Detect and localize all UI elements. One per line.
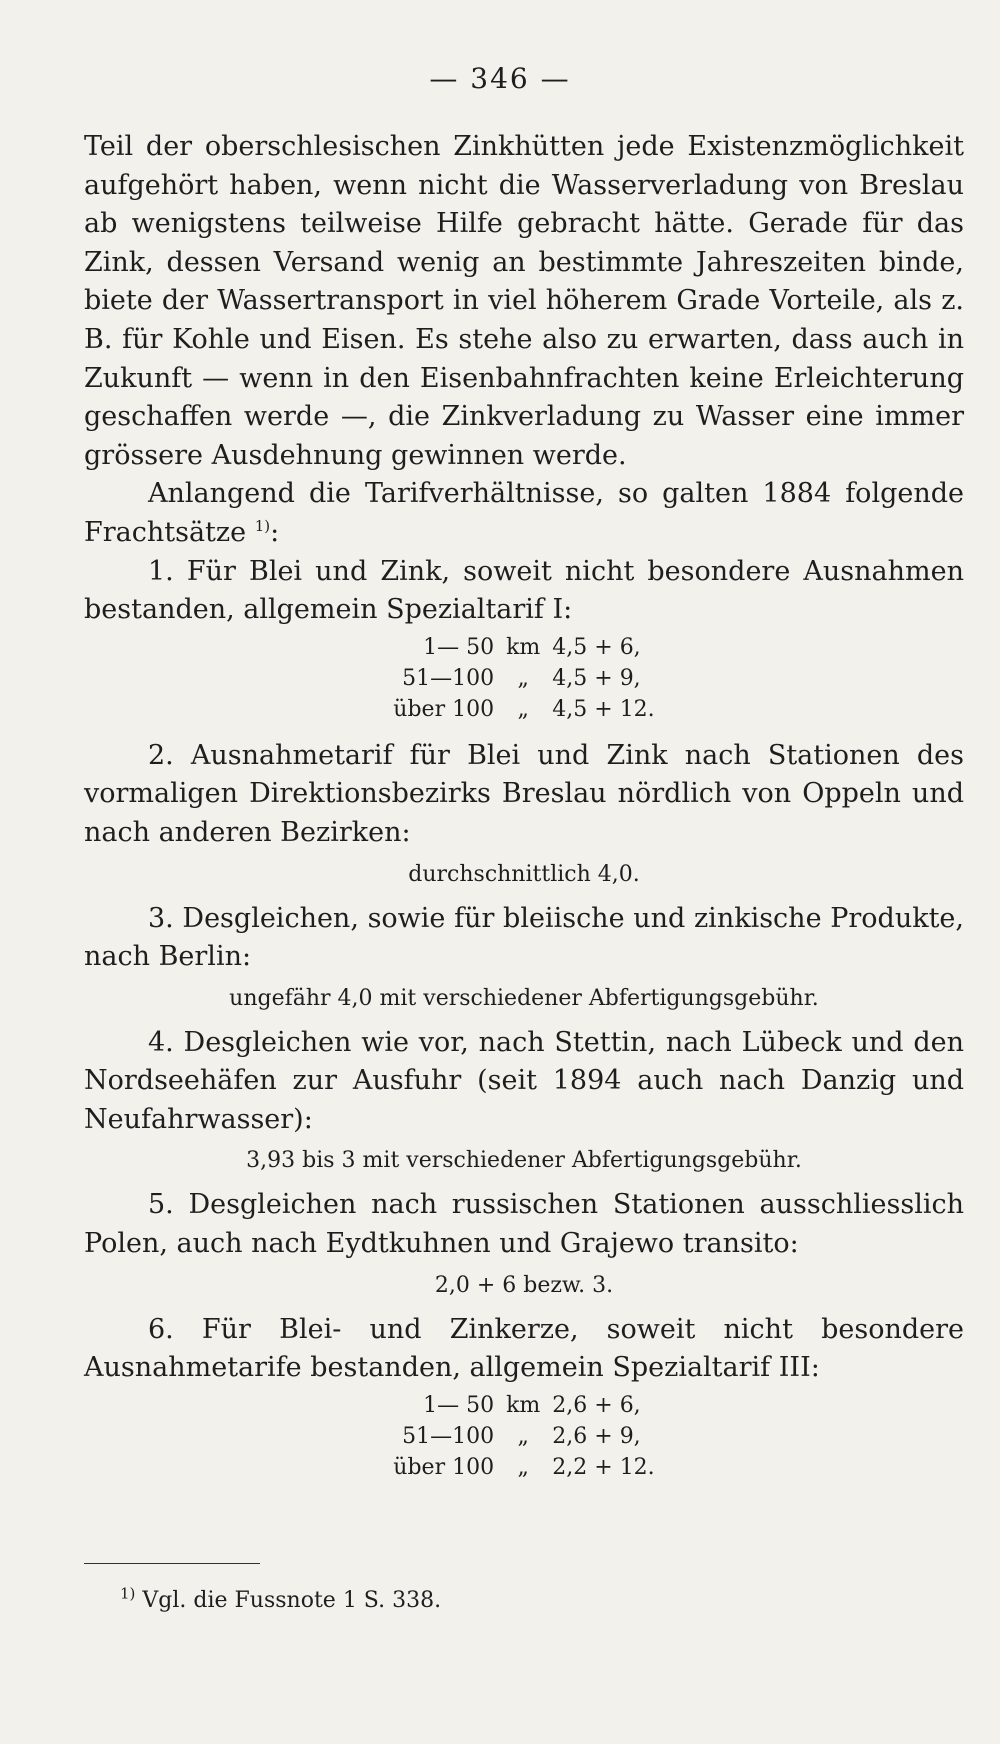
rate-row: [387, 1421, 660, 1452]
rate-value: 2,2 + 12.: [552, 1454, 655, 1480]
tariff-item-4: 4. Desgleichen wie vor, nach Stettin, nach Lübeck und den Nordseehäfen zur Ausfuhr (seit 1894 auch nach Danzig und Neufahrwasser):: [84, 1026, 964, 1135]
paragraph-tariffs: [84, 475, 964, 552]
rate-value: 4,5 + 9,: [552, 665, 641, 691]
rate-row: [387, 632, 660, 663]
rate-row: [387, 663, 660, 694]
rate-unit: km: [506, 1392, 541, 1418]
rate-row: [387, 1452, 660, 1483]
rate-value: 4,5 + 12.: [552, 696, 655, 722]
rate-row: [387, 1390, 660, 1421]
tariff-item-4-rate: 3,93 bis 3 mit verschiedener Abfertigungsgebühr.: [246, 1148, 802, 1174]
rate-value: 4,5 + 6,: [552, 634, 641, 660]
rate-distance: über 100: [393, 696, 495, 722]
rate-value: 2,6 + 9,: [552, 1423, 641, 1449]
footnote-marker: 1): [254, 516, 271, 535]
rate-row: [387, 694, 660, 725]
page-number: — 346 —: [429, 62, 571, 95]
body-text: [84, 128, 964, 1495]
paragraph-intro: Teil der oberschlesischen Zinkhütten jede Existenzmöglichkeit aufgehört haben, wenn nicht die Wasserverladung von Breslau ab wenigstens teilweise Hilfe gebracht hätte. Gerade für das Zink, dessen Versand wenig an bestimmte Jahreszeiten binde, biete der Wassertransport in viel höherem Grade Vorteile, als z. B. für Kohle und Eisen. Es stehe also zu erwarten, dass auch in Zukunft — wenn in den Eisenbahnfrachten keine Erleichterung geschaffen werde —, die Zinkverladung zu Wasser eine immer grössere Ausdehnung gewinnen werde.: [84, 131, 964, 471]
tariff-item-6: 6. Für Blei- und Zinkerze, soweit nicht besondere Ausnahmetarife bestanden, allgemein Spezialtarif III:: [84, 1313, 964, 1384]
rate-distance: 1— 50: [423, 1392, 495, 1418]
rate-unit: „: [517, 665, 529, 691]
tariffs-text-end: :: [270, 516, 280, 548]
rate-unit: „: [517, 696, 529, 722]
rate-table-1: [387, 632, 660, 725]
footnote-text: Vgl. die Fussnote 1 S. 338.: [142, 1588, 442, 1613]
tariffs-text: Anlangend die Tarifverhältnisse, so galten 1884 folgende Frachtsätze: [84, 478, 964, 548]
footnote-number: 1): [120, 1584, 136, 1603]
tariff-item-5: 5. Desgleichen nach russischen Stationen ausschliesslich Polen, auch nach Eydtkuhnen und Grajewo transito:: [84, 1189, 964, 1260]
tariff-item-2-rate: durchschnittlich 4,0.: [408, 861, 640, 887]
tariff-item-5-rate: 2,0 + 6 bezw. 3.: [434, 1272, 614, 1298]
rate-table-6: [387, 1390, 660, 1483]
footnote-divider: [84, 1563, 260, 1564]
rate-distance: 51—100: [402, 1423, 495, 1449]
tariff-item-3-rate: ungefähr 4,0 mit verschiedener Abfertigungsgebühr.: [229, 985, 819, 1011]
rate-distance: über 100: [393, 1454, 495, 1480]
footnote: [120, 1584, 442, 1613]
rate-unit: „: [517, 1423, 529, 1449]
tariff-item-1: 1. Für Blei und Zink, soweit nicht besondere Ausnahmen bestanden, allgemein Spezialtarif I:: [84, 555, 964, 626]
rate-distance: 1— 50: [423, 634, 495, 660]
rate-unit: „: [517, 1454, 529, 1480]
tariff-item-2: 2. Ausnahmetarif für Blei und Zink nach Stationen des vormaligen Direktionsbezirks Breslau nördlich von Oppeln und nach anderen Bezirken:: [84, 739, 964, 848]
rate-value: 2,6 + 6,: [552, 1392, 641, 1418]
tariff-item-3: 3. Desgleichen, sowie für bleiische und zinkische Produkte, nach Berlin:: [84, 902, 964, 973]
rate-unit: km: [506, 634, 541, 660]
rate-distance: 51—100: [402, 665, 495, 691]
